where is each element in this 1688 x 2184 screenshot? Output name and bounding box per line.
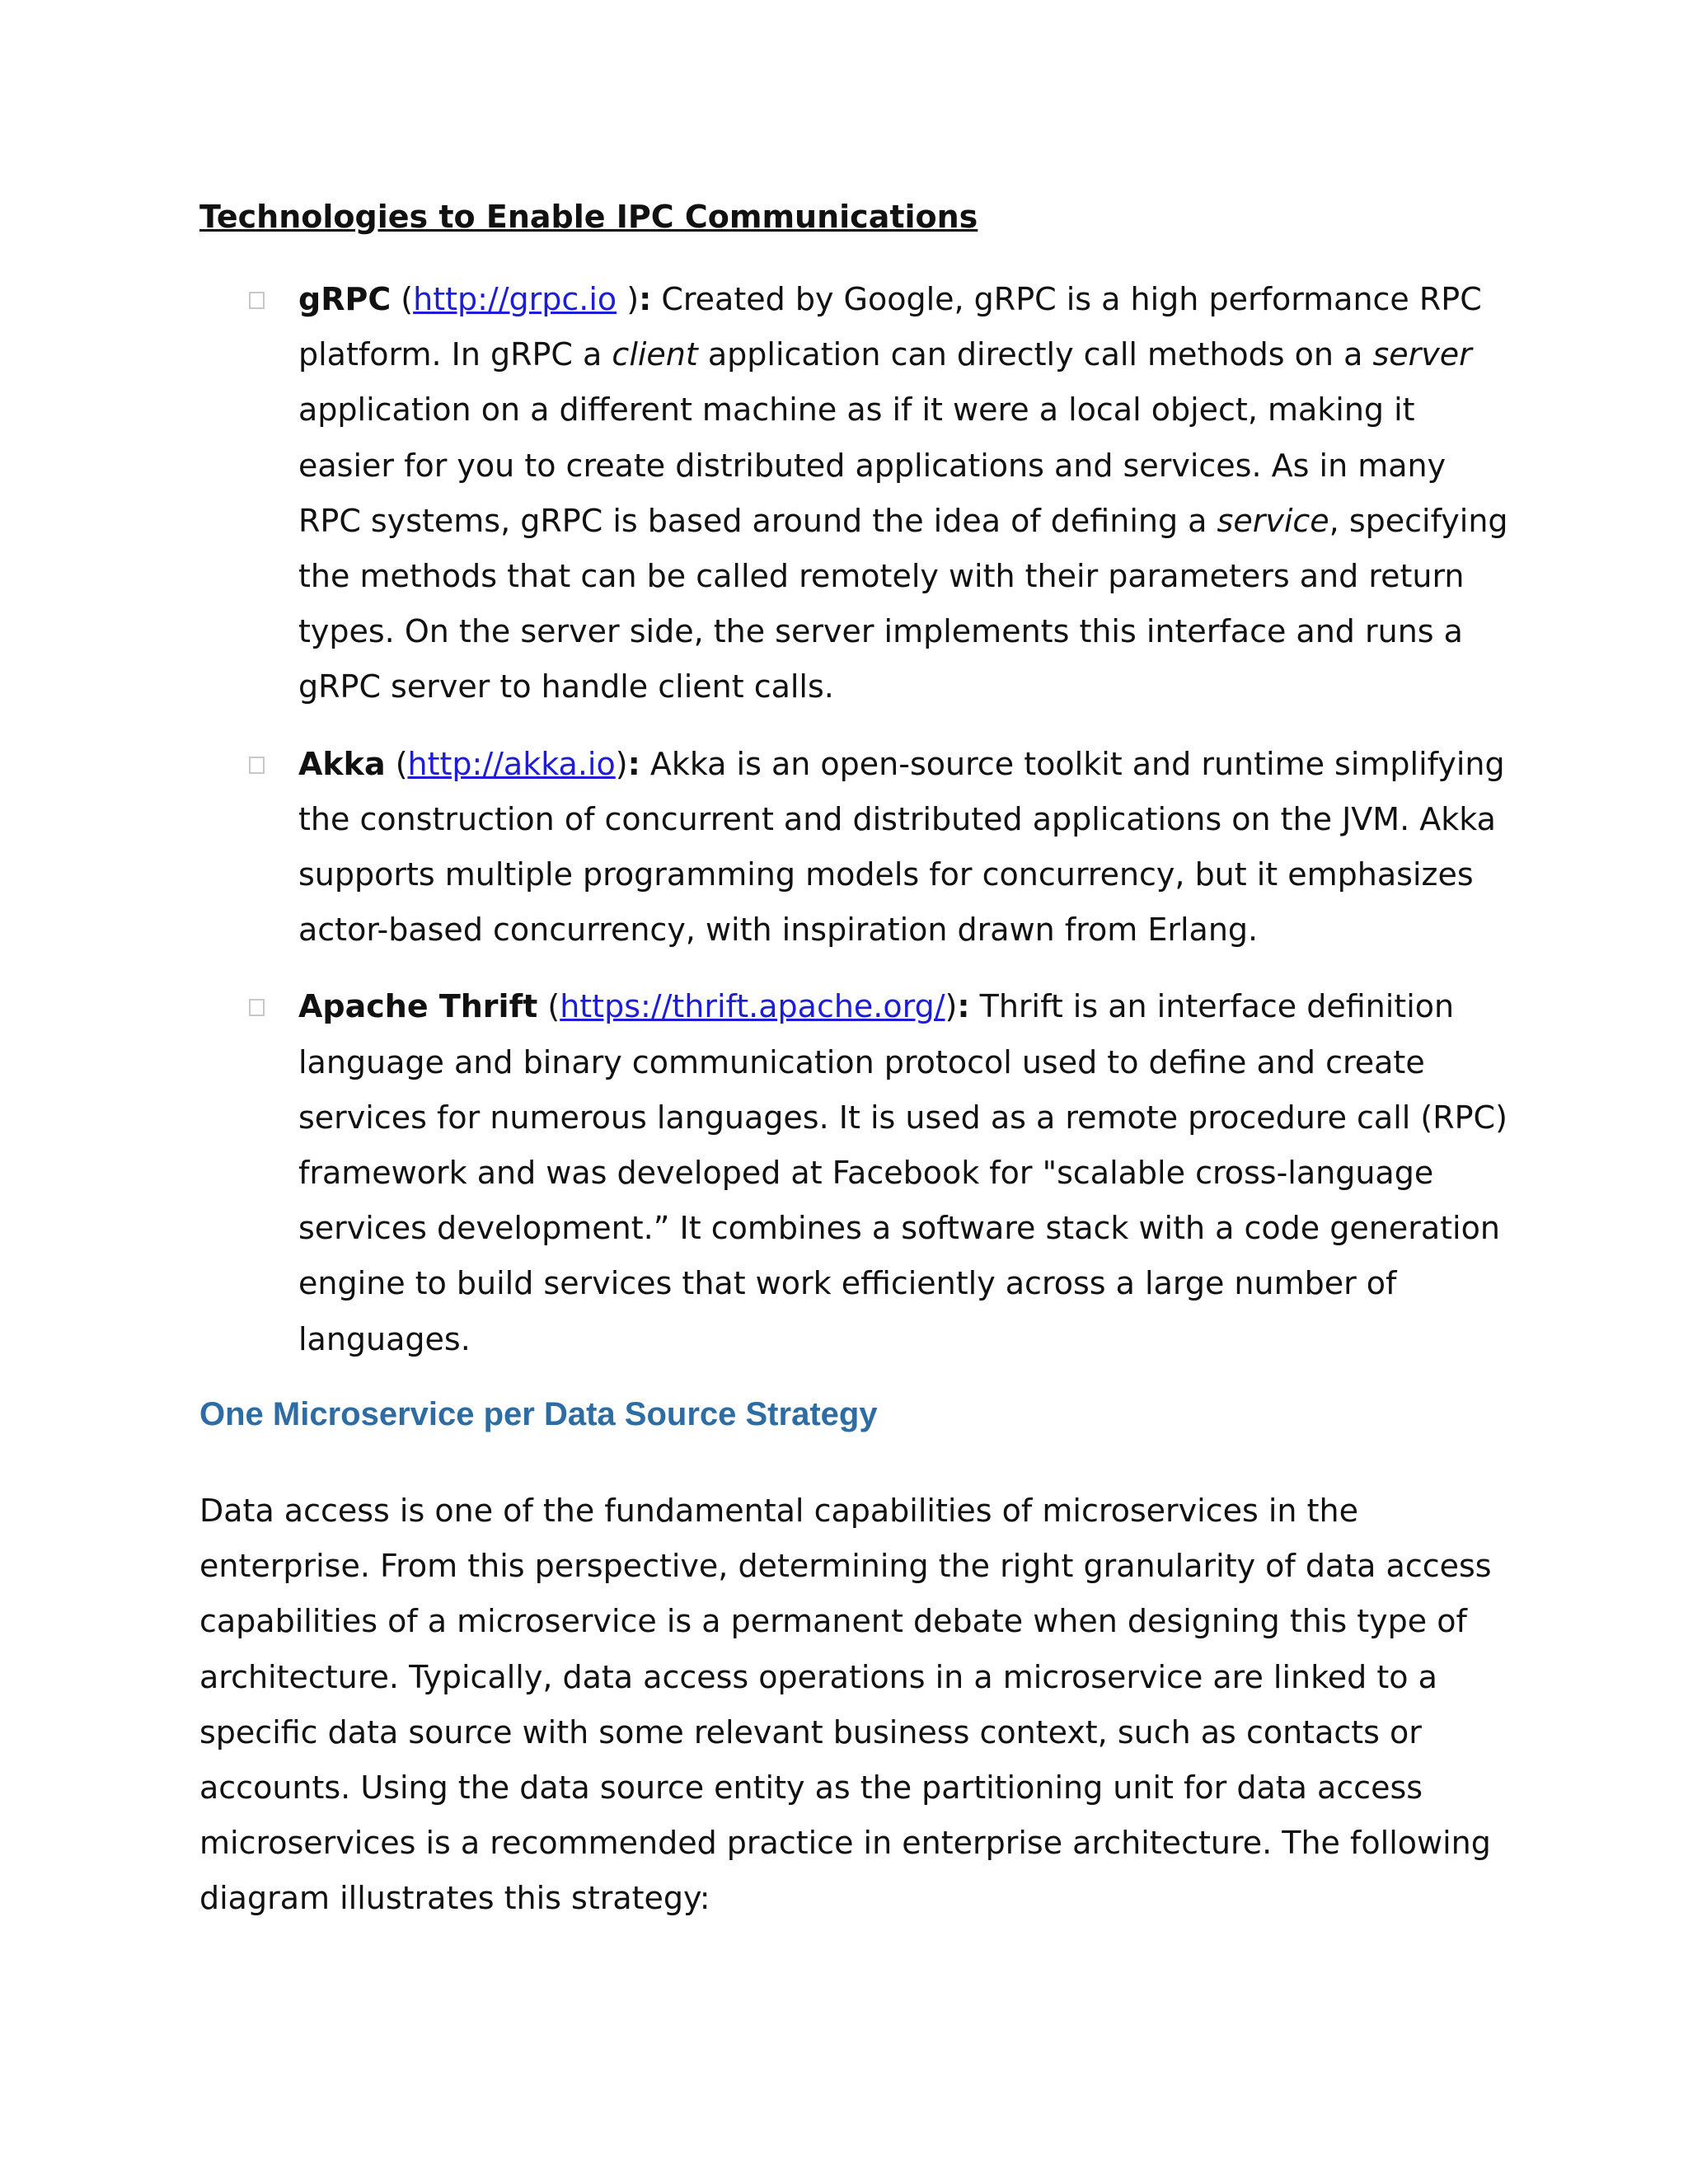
body-paragraph: Data access is one of the fundamental capabilities of microservices in the enterprise. From this perspective, determining the right granularity of data access capabilities of a microservice is a permanent debate when designing this type of architecture. Typically, data access operations in a microservice are linked to a specific data source with some relevant business context, such as contacts or accounts. Using the data source entity as the partitioning unit for data access microservices is a recommended practice in enterprise architecture. The following diagram illustrates this strategy: bbox=[199, 1493, 1492, 1917]
item-text: Akka is an open-source toolkit and runtime simplifying the construction of concurrent and distributed applications on the JVM. Akka supports multiple programming models for concurrency, but it emphasizes actor-based concurrency, with inspiration drawn from Erlang. bbox=[298, 745, 1505, 949]
colon: : bbox=[627, 745, 640, 782]
list-item-thrift bbox=[199, 979, 1518, 1366]
paren-close: ) bbox=[617, 281, 640, 317]
item-text: application on a different machine as if it were a local object, making it easier for you to create distributed applications and services. As in many RPC systems, gRPC is based around the idea of defining a bbox=[298, 391, 1447, 539]
section-heading: Technologies to Enable IPC Communications bbox=[199, 199, 978, 235]
paren-close: ) bbox=[945, 988, 958, 1025]
item-text: Created by Google, gRPC is a high performance RPC platform. In gRPC a bbox=[298, 281, 1482, 373]
thrift-link[interactable]: https://thrift.apache.org/ bbox=[560, 988, 945, 1025]
list-item-akka bbox=[199, 737, 1518, 958]
bullet-icon bbox=[249, 292, 265, 309]
emphasis-client: client bbox=[612, 336, 698, 373]
paren-open: ( bbox=[391, 281, 414, 317]
section-subheading: One Microservice per Data Source Strategy bbox=[199, 1396, 878, 1432]
item-title: Apache Thrift bbox=[298, 988, 538, 1025]
item-title: Akka bbox=[298, 745, 386, 782]
technology-list bbox=[199, 272, 1518, 1389]
item-text: , specifying the methods that can be called remotely with their parameters and return types. On the server side, the server implements this interface and runs a gRPC server to handle client calls. bbox=[298, 502, 1508, 705]
bullet-icon bbox=[249, 757, 265, 774]
item-text: Thrift is an interface definition language and binary communication protocol used to define and create services for numerous languages. It is used as a remote procedure call (RPC) framework and was developed at Facebook for "scalable cross-language services development.” It combines a software stack with a code generation engine to build services that work efficiently across a large number of languages. bbox=[298, 988, 1507, 1357]
item-text: application can directly call methods on a bbox=[697, 336, 1373, 373]
paren-open: ( bbox=[537, 988, 560, 1025]
bullet-icon bbox=[249, 999, 265, 1016]
paren-close: ) bbox=[615, 745, 628, 782]
emphasis-service: service bbox=[1217, 502, 1329, 539]
grpc-link[interactable]: http://grpc.io bbox=[413, 281, 617, 317]
paren-open: ( bbox=[385, 745, 408, 782]
item-title: gRPC bbox=[298, 281, 392, 317]
akka-link[interactable]: http://akka.io bbox=[407, 745, 616, 782]
list-item-grpc bbox=[199, 272, 1518, 715]
colon: : bbox=[639, 281, 652, 317]
emphasis-server: server bbox=[1372, 336, 1472, 373]
colon: : bbox=[957, 988, 970, 1025]
